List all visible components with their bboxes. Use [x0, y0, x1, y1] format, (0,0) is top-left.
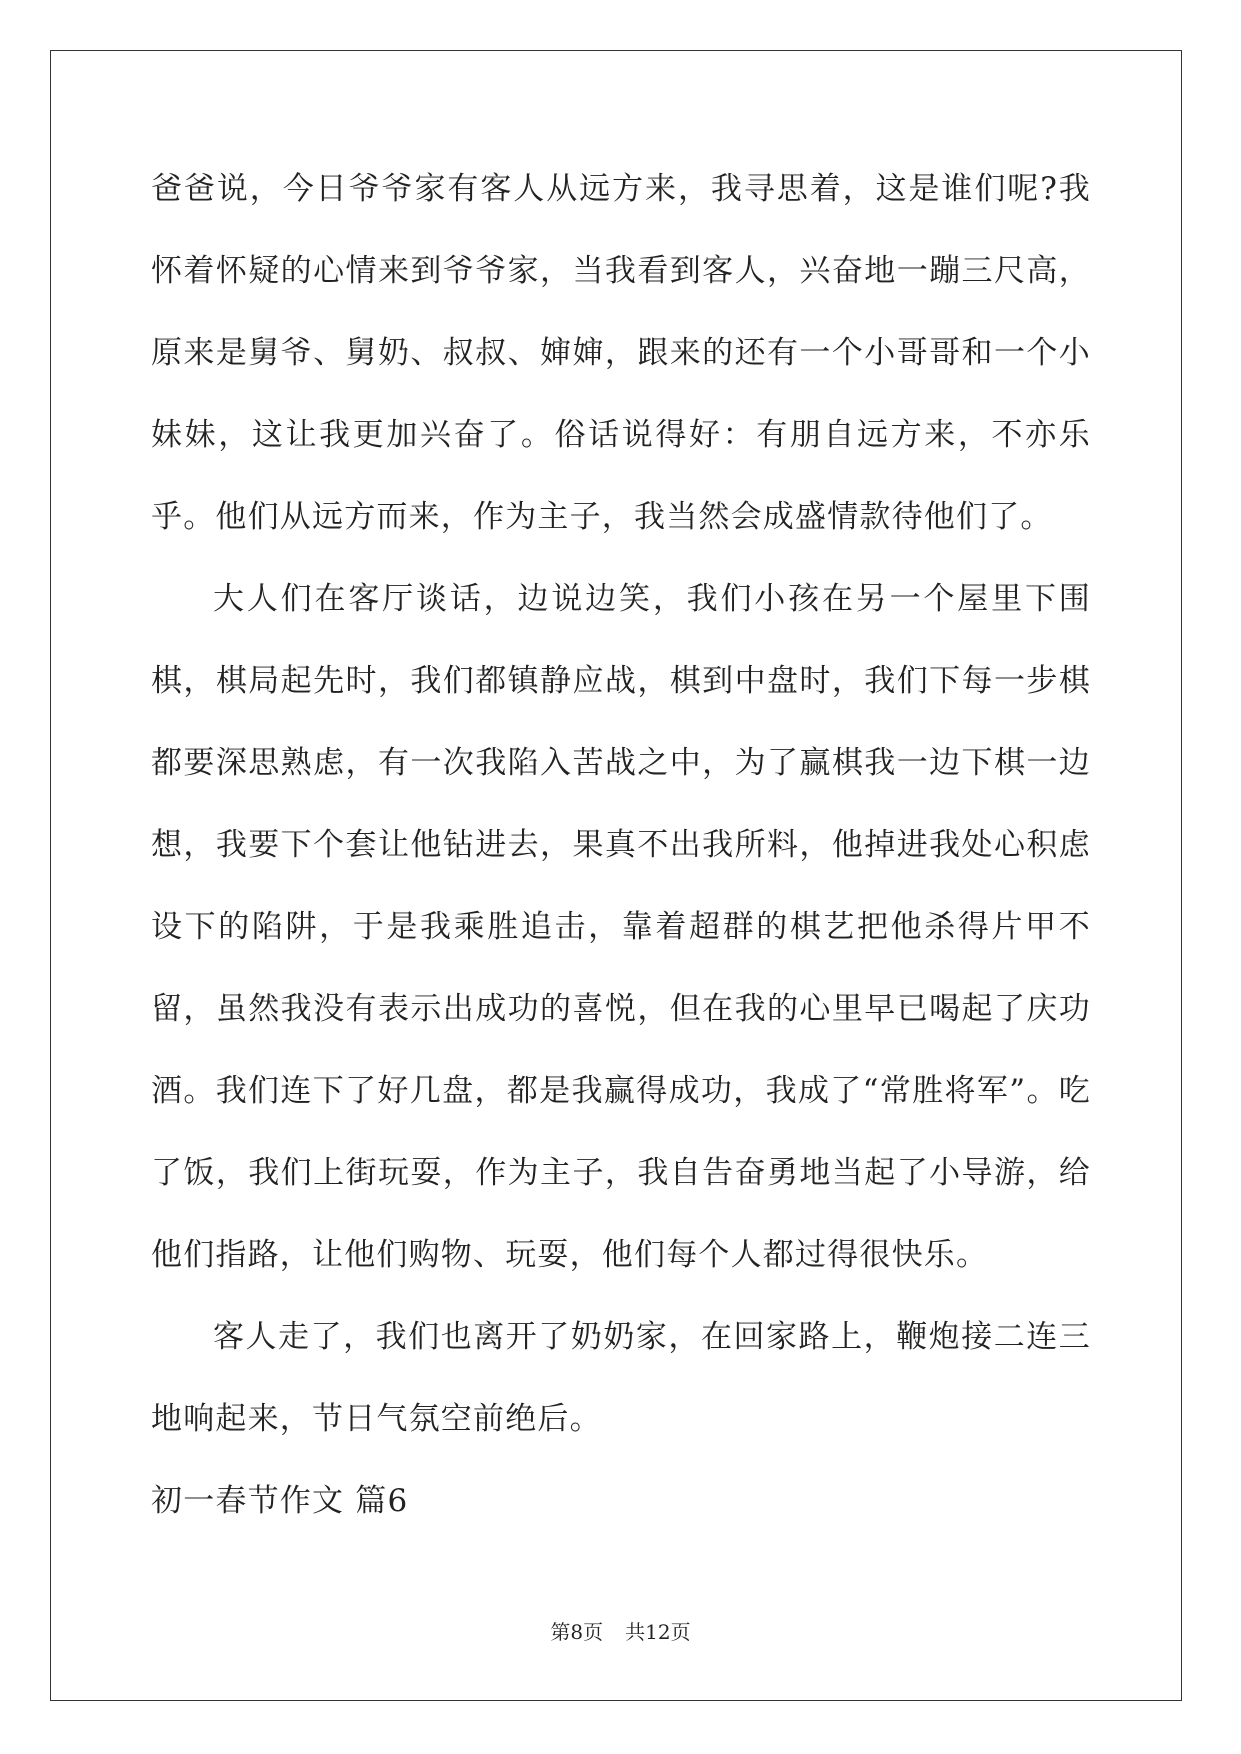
page-number-current: 第8页 [550, 1620, 604, 1644]
paragraph-2: 大人们在客厅谈话，边说边笑，我们小孩在另一个屋里下围棋，棋局起先时，我们都镇静应战，棋到中盘时，我们下每一步棋都要深思熟虑，有一次我陷入苦战之中，为了赢棋我一边下棋一边想，我要下个套让他钻进去，果真不出我所料，他掉进我处心积虑设下的陷阱，于是我乘胜追击，靠着超群的棋艺把他杀得片甲不留，虽然我没有表示出成功的喜悦，但在我的心里早已喝起了庆功酒。我们连下了好几盘，都是我赢得成功，我成了“常胜将军”。吃了饭，我们上街玩耍，作为主子，我自告奋勇地当起了小导游，给他们指路，让他们购物、玩耍，他们每个人都过得很快乐。 [151, 581, 1091, 1273]
section-heading: 初一春节作文 篇6 [151, 1483, 409, 1519]
page-footer [0, 1616, 1241, 1645]
document-body [151, 148, 1091, 1542]
page-number-total: 共12页 [625, 1620, 691, 1644]
paragraph-1: 爸爸说，今日爷爷家有客人从远方来，我寻思着，这是谁们呢?我怀着怀疑的心情来到爷爷家，当我看到客人，兴奋地一蹦三尺高，原来是舅爷、舅奶、叔叔、婶婶，跟来的还有一个小哥哥和一个小妹妹，这让我更加兴奋了。俗话说得好：有朋自远方来，不亦乐乎。他们从远方而来，作为主子，我当然会成盛情款待他们了。 [151, 171, 1091, 535]
paragraph-3: 客人走了，我们也离开了奶奶家，在回家路上，鞭炮接二连三地响起来，节日气氛空前绝后。 [151, 1319, 1091, 1437]
